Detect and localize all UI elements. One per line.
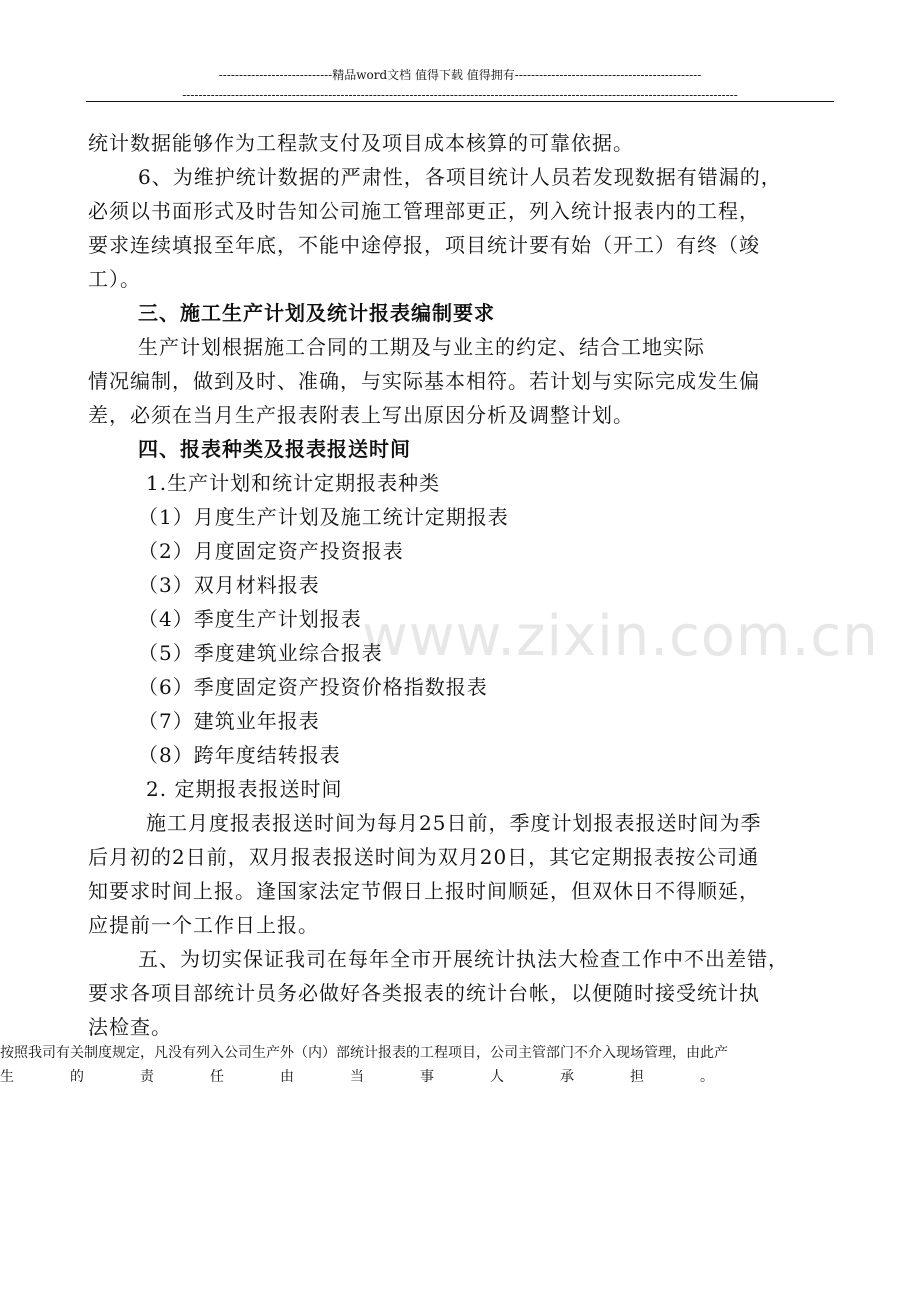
list-heading: 1.生产计划和统计定期报表种类 <box>146 471 441 495</box>
header-banner: ----------------------------精品word文档 值得下载 值得拥有---------------------------------------------- <box>218 68 702 82</box>
paragraph-line: 统计数据能够作为工程款支付及项目成本核算的可靠依据。 <box>88 131 634 155</box>
section-heading: 三、施工生产计划及统计报表编制要求 <box>138 301 495 325</box>
paragraph-line: 差，必须在当月生产报表附表上写出原因分析及调整计划。 <box>88 403 634 427</box>
paragraph-line: 情况编制，做到及时、准确，与实际基本相符。若计划与实际完成发生偏 <box>88 369 760 393</box>
list-item: （7）建筑业年报表 <box>138 709 320 733</box>
paragraph-line: 必须以书面形式及时告知公司施工管理部更正，列入统计报表内的工程， <box>88 199 760 223</box>
paragraph-line: 法检查。 <box>88 1015 172 1039</box>
paragraph-line: 五、为切实保证我司在每年全市开展统计执法大检查工作中不出差错， <box>138 947 789 971</box>
paragraph-line: 生产计划根据施工合同的工期及与业主的约定、结合工地实际 <box>138 335 705 359</box>
paragraph-line: 后月初的2日前，双月报表报送时间为双月20日，其它定期报表按公司通 <box>88 845 760 869</box>
list-item: （4）季度生产计划报表 <box>138 607 362 631</box>
paragraph-line: 要求连续填报至年底，不能中途停报，项目统计要有始（开工）有终（竣 <box>88 233 760 257</box>
list-heading: 2. 定期报表报送时间 <box>146 777 343 801</box>
paragraph-line: 知要求时间上报。逢国家法定节假日上报时间顺延，但双休日不得顺延， <box>88 879 760 903</box>
list-item: （5）季度建筑业综合报表 <box>138 641 383 665</box>
header-rule <box>86 101 834 102</box>
paragraph-line: 施工月度报表报送时间为每月25日前，季度计划报表报送时间为季 <box>146 811 762 835</box>
list-item: （8）跨年度结转报表 <box>138 743 341 767</box>
paragraph-line: 工）。 <box>88 267 141 291</box>
watermark-text: www.zixin.com.cn <box>362 604 879 669</box>
paragraph-line: 应提前一个工作日上报。 <box>88 913 319 937</box>
footer-note-line: 生 的 责 任 由 当 事 人 承 担 。 <box>0 1069 714 1085</box>
list-item: （1）月度生产计划及施工统计定期报表 <box>138 505 509 529</box>
list-item: （2）月度固定资产投资报表 <box>138 539 404 563</box>
paragraph-line: 要求各项目部统计员务必做好各类报表的统计台帐，以便随时接受统计执 <box>88 981 760 1005</box>
list-item: （6）季度固定资产投资价格指数报表 <box>138 675 488 699</box>
header-dash-line: ----------------------------------------------------------------------------------------------------------------------------------------- <box>182 88 738 102</box>
footer-note-line: 按照我司有关制度规定，凡没有列入公司生产外（内）部统计报表的工程项目，公司主管部门不介入现场管理，由此产 <box>0 1045 728 1061</box>
section-heading: 四、报表种类及报表报送时间 <box>138 437 411 461</box>
paragraph-line: 6、为维护统计数据的严肃性，各项目统计人员若发现数据有错漏的， <box>138 165 782 189</box>
list-item: （3）双月材料报表 <box>138 573 320 597</box>
